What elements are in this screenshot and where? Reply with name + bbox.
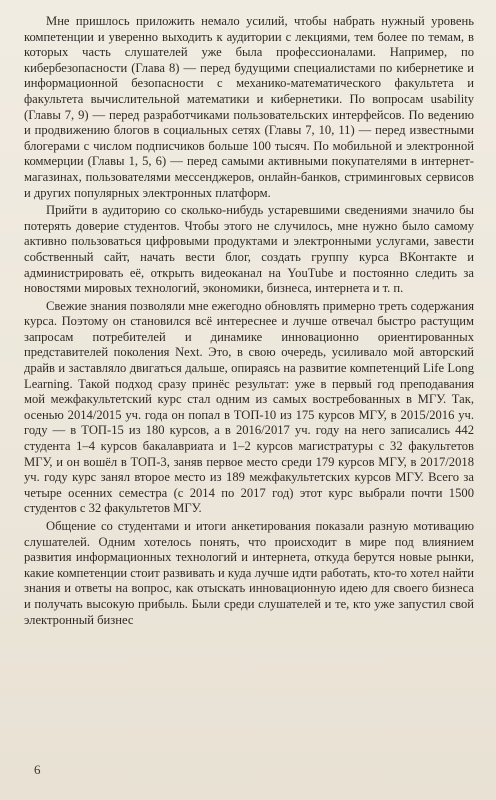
- page-number: 6: [34, 762, 41, 777]
- paragraph-4: Общение со студентами и итоги анкетирования показали разную мотивацию слушателей. Одним хотелось понять, что происходит в мире под влиянием развития информационных технологий и интернета, откуда берутся новые рынки, какие компетенции стоит развивать и куда лучше идти работать, кто-то хотел найти знания и ответы на вопрос, как отыскать инновационную идею для своего бизнеса и получать высокую прибыль. Были среди слушателей и те, кто уже запустил свой электронный бизнес: [24, 519, 474, 627]
- paragraph-3: Свежие знания позволяли мне ежегодно обновлять примерно треть содержания курса. Поэтому он становился всё интереснее и лучше отвечал быстро растущим запросам потребителей и динамике инновационно ориентированных представителей поколения Next. Это, в свою очередь, усиливало мой авторский драйв и заставляло двигаться дальше, опираясь на развитие компетенций Life Long Learning. Такой подход сразу принёс результат: уже в первый год преподавания мой межфакультетский курс стал одним из самых востребованных в МГУ. Так, осенью 2014/2015 уч. года он попал в ТОП-10 из 175 курсов МГУ, в 2015/2016 уч. году — в ТОП-15 из 180 курсов, а в 2016/2017 уч. году на него записались 442 студента 1–4 курсов бакалавриата и 1–2 курсов магистратуры с 32 факультетов МГУ, и он вошёл в ТОП-3, заняв первое место среди 179 курсов МГУ, в 2017/2018 уч. году курс занял второе место из 189 межфакультетских курсов МГУ. Всего за четыре осенних семестра (с 2014 по 2017 год) этот курс выбрали почти 1500 студентов с 32 факультетов МГУ.: [24, 298, 474, 516]
- body-text: [24, 14, 474, 628]
- paragraph-1: Мне пришлось приложить немало усилий, чтобы набрать нужный уровень компетенции и уверенно выходить к аудитории с лекциями, тем более по темам, в которых часть слушателей уже была профессионалами. Например, по кибербезопасности (Глава 8) — перед будущими специалистами по кибернетике и информационной безопасности с механико-математического факультета и факультета вычислительной математики и кибернетики. По вопросам usability (Главы 7, 9) — перед разработчиками пользовательских интерфейсов. По ведению и продвижению блогов в социальных сетях (Главы 7, 10, 11) — перед известными блогерами с числом подписчиков больше 100 тысяч. По мобильной и электронной коммерции (Главы 1, 5, 6) — перед самыми активными покупателями в интернет-магазинах, пользователями мессенджеров, онлайн-банков, стриминговых сервисов и других популярных электронных платформ.: [24, 14, 474, 200]
- paragraph-2: Прийти в аудиторию со сколько-нибудь устаревшими сведениями значило бы потерять доверие студентов. Чтобы этого не случилось, мне нужно было самому активно пользоваться цифровыми продуктами и электронными услугами, завести собственный сайт, начать вести блог, создать группу курса ВКонтакте и администрировать её, открыть видеоканал на YouTube и постоянно следить за новостями мировых технологий, экономики, бизнеса, интернета и т. п.: [24, 203, 474, 296]
